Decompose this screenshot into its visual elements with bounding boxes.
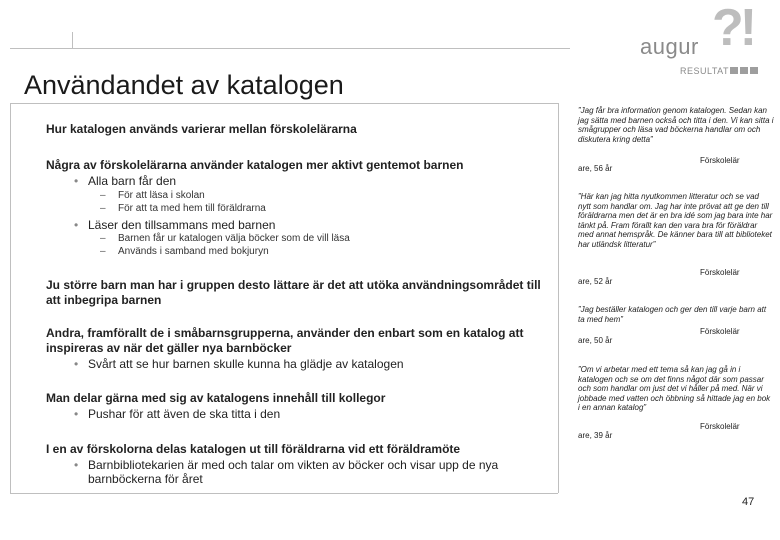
top-rule	[10, 48, 570, 49]
quote-age: are, 52 år	[578, 277, 613, 286]
quote-source: Förskolelär	[700, 156, 740, 165]
quote-text: ”Jag beställer katalogen och ger den till varje barn att ta med hem”	[578, 305, 767, 324]
section-heading: Några av förskolelärarna använder katalogen mer aktivt gentemot barnen	[46, 158, 464, 172]
page-title: Användandet av katalogen	[24, 70, 344, 100]
section-heading: Man delar gärna med sig av katalogens innehåll till kollegor	[46, 391, 386, 405]
quote-source: Förskolelär	[700, 268, 740, 277]
bullet-item: • Alla barn får den	[74, 174, 177, 188]
dash-icon: –	[100, 233, 106, 244]
top-tick	[72, 32, 73, 48]
logo-squares-icon	[730, 67, 758, 74]
sub-bullet-item: – För att ta med hem till föräldrarna	[100, 203, 266, 214]
sub-bullet-item: – Barnen får ur katalogen välja böcker som de vill läsa	[100, 233, 350, 244]
logo-mark: ?!	[712, 0, 754, 57]
quote-age: are, 56 år	[578, 164, 613, 173]
title-rule	[10, 103, 558, 104]
quote-text: ”Här kan jag hitta nyutkommen litteratur och se vad nytt som handlar om. Jag har inte prövat att ge den till föräldrarna men det är en bra idé som jag bara inte har tänkt på. Fram förallt kan den vara bra för föräldrar med annat hemspråk. De känner bara till att biblioteket har utländsk litteratur”	[578, 192, 773, 249]
bullet-icon: •	[74, 174, 79, 188]
section-heading: Ju större barn man har i gruppen desto lättare är det att utöka användningsområdet till att inbegripa barnen	[46, 278, 541, 307]
section-heading: Andra, framförallt de i småbarnsgrupperna, använder den enbart som en katalog att inspireras av när det gäller nya barnböcker	[46, 326, 524, 355]
section-heading: Hur katalogen används varierar mellan förskolelärarna	[46, 122, 357, 136]
bullet-item: • Barnbibliotekarien är med och talar om vikten av böcker och visar upp de nya barnböckerna för året	[74, 458, 499, 486]
bullet-icon: •	[74, 458, 79, 472]
quote-age: are, 50 år	[578, 336, 613, 345]
quote-age: are, 39 år	[578, 431, 613, 440]
quote-source: Förskolelär	[700, 422, 740, 431]
sub-bullet-item: – För att läsa i skolan	[100, 190, 205, 201]
column-divider	[558, 103, 559, 493]
dash-icon: –	[100, 246, 106, 257]
dash-icon: –	[100, 203, 106, 214]
bullet-icon: •	[74, 357, 79, 371]
bullet-item: • Svårt att se hur barnen skulle kunna ha glädje av katalogen	[74, 357, 404, 371]
dash-icon: –	[100, 190, 106, 201]
bullet-item: • Läser den tillsammans med barnen	[74, 218, 276, 232]
section-heading: I en av förskolorna delas katalogen ut till föräldrarna vid ett föräldramöte	[46, 442, 461, 456]
bullet-icon: •	[74, 218, 79, 232]
page-number: 47	[742, 496, 755, 508]
bullet-item: • Pushar för att även de ska titta i den	[74, 407, 281, 421]
logo-result-label: RESULTAT	[680, 66, 730, 76]
left-rule	[10, 103, 11, 493]
quote-source: Förskolelär	[700, 327, 740, 336]
bullet-icon: •	[74, 407, 79, 421]
quote-text: ”Jag får bra information genom katalogen. Sedan kan jag sätta med barnen också och titta i den. Vi kan sitta i smågrupper och läsa vad böckerna handlar om och diskutera kring detta”	[578, 106, 774, 144]
quote-text: ”Om vi arbetar med ett tema så kan jag gå in i katalogen och se om det finns något där som passar och som handlar om just det vi håller på med. När vi jobbade med vatten och öbbning så hittade jag en bok i en annan katalog”	[578, 365, 771, 413]
logo-word: augur	[640, 34, 699, 59]
bottom-rule	[10, 493, 558, 494]
sub-bullet-item: – Används i samband med bokjuryn	[100, 246, 269, 257]
